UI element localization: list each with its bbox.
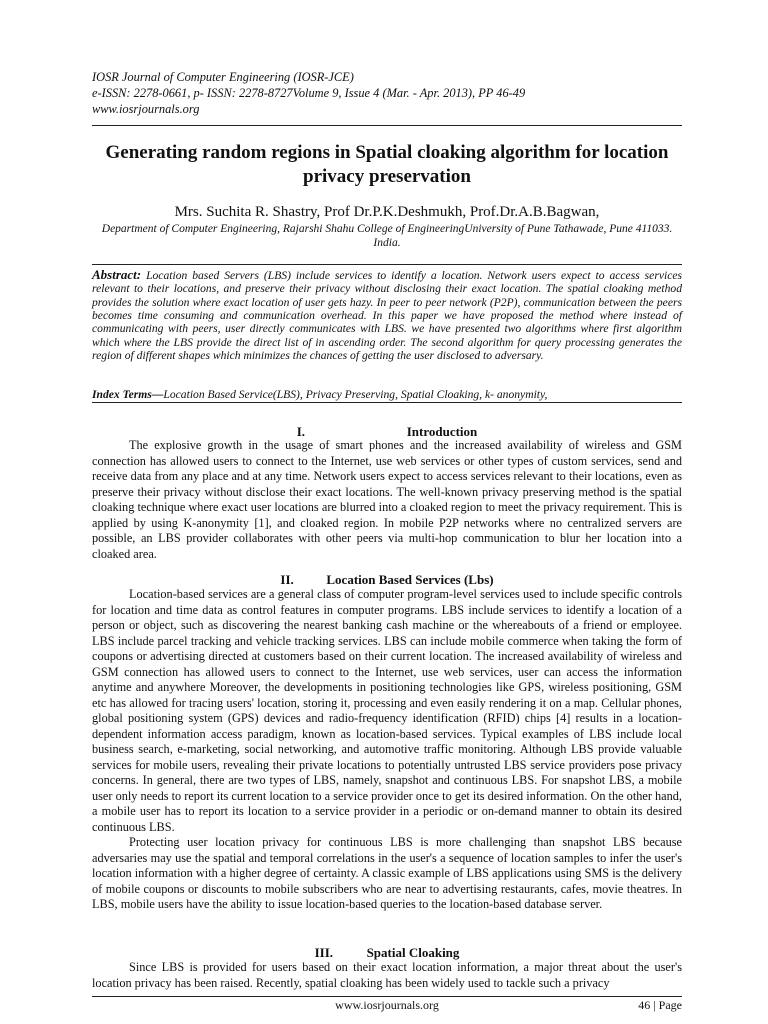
footer-divider [92, 996, 682, 997]
paragraph: The explosive growth in the usage of smart phones and the increased availability of wireless and GSM connection has allowed users to connect to the Internet, use web services or other types of custom services, send and receive data from any place and at any time. Network users expect to access services relevant to their locations, even as preserve their privacy without disclose their exact locations. The well-known privacy preserving method is the spatial cloaking technique where exact user locations are blurred into a cloaked region to meet the privacy requirement. This is applied by using K-anonymity [1], and cloaked region. In mobile P2P networks where no centralized servers are possible, an LBS provider collaborates with other peers via multi-hop communication to blur her location into a cloaked area. [92, 438, 682, 561]
section-title: Spatial Cloaking [366, 945, 460, 960]
section-body-introduction [92, 438, 682, 562]
journal-issn-volume: e-ISSN: 2278-0661, p- ISSN: 2278-8727Volume 9, Issue 4 (Mar. - Apr. 2013), PP 46-49 [92, 86, 526, 100]
abstract-label: Abstract: [92, 267, 142, 282]
journal-name: IOSR Journal of Computer Engineering (IOSR-JCE) [92, 70, 354, 84]
abstract [92, 268, 682, 362]
journal-url: www.iosrjournals.org [92, 102, 200, 116]
index-terms [92, 388, 682, 402]
header-divider [92, 125, 682, 126]
section-number: III. [314, 945, 334, 960]
abstract-divider-top [92, 264, 682, 265]
index-terms-label: Index Terms— [92, 388, 164, 401]
section-heading-spatial-cloaking [92, 945, 682, 961]
journal-header [92, 69, 682, 117]
paper-authors: Mrs. Suchita R. Shastry, Prof Dr.P.K.Deshmukh, Prof.Dr.A.B.Bagwan, [174, 204, 600, 220]
section-body-lbs [92, 587, 682, 913]
index-terms-text: Location Based Service(LBS), Privacy Preserving, Spatial Cloaking, k- anonymity, [163, 388, 548, 401]
section-body-spatial-cloaking [92, 960, 682, 991]
section-number: I. [296, 424, 306, 439]
section-title: Location Based Services (Lbs) [326, 572, 494, 587]
abstract-text: Location based Servers (LBS) include services to identify a location. Network users expect to access services relevant to their locations, and preserve their privacy without disclosing their exact location. The spatial cloaking method provides the solution where exact location of user gets hazy. In peer to peer network (P2P), communication between the peers becomes time consuming and communication overhead. In this paper we have proposed the method where instead of communicating with peers, user directly communicates with LBS. we have presented two algorithms where first algorithm which where the LBS provide the direct list of in ascending order. The second algorithm for query processing generates the region of different shapes which minimizes the chances of getting the user disclosed to adversary. [92, 269, 682, 363]
section-title: Introduction [406, 424, 478, 439]
paragraph: Protecting user location privacy for continuous LBS is more challenging than snapshot LBS because adversaries may use the spatial and temporal correlations in the user's a sequence of location samples to infer the user's location information with a higher degree of certainty. A classic example of LBS applications using SMS is the delivery of mobile coupons or discounts to mobile subscribers who are near to advertising restaurants, cafes, movie theatres. In LBS, mobile users have the ability to issue location-based queries to the location-based database server. [92, 835, 682, 911]
paragraph: Location-based services are a general class of computer program-level services used to include specific controls for location and time data as control features in computer programs. LBS include services to identify a location of a person or object, such as discovering the nearest banking cash machine or the whereabouts of a friend or employee. LBS include parcel tracking and vehicle tracking services. LBS can include mobile commerce when taking the form of coupons or advertising directed at customers based on their current location. The increased availability of wireless and GSM connection has allowed users to connect to the Internet, use web services, user can access the information anytime and anywhere Moreover, the developments in positioning technologies like GPS, wireless positioning, GSM etc has allowed for tracing users' location, storing it, processing and even easily rendering it on a map. Cellular phones, global positioning system (GPS) devices and radio-frequency identification (RFID) chips [4] results in a location- dependent information access paradigm, known as location-based services. Typical examples of LBS include local business search, e-marketing, social networking, and automotive traffic monitoring. Although LBS provide valuable services for mobile users, revealing their private locations to potentially untrusted LBS service providers pose privacy concerns. In general, there are two types of LBS, namely, snapshot and continuous LBS. For snapshot LBS, a mobile user only needs to report its current location to a service provider once to get its desired information. On the other hand, a mobile user has to report its location to a service provider in a periodic or on-demand manner to obtain its desired continuous LBS. [92, 587, 682, 834]
author-affiliation: Department of Computer Engineering, Rajarshi Shahu College of EngineeringUniversity of Pune Tathawade, Pune 411033. India. [101, 223, 673, 249]
paragraph: Since LBS is provided for users based on their exact location information, a major threat about the user's location privacy has been raised. Recently, spatial cloaking has been widely used to tackle such a privacy [92, 960, 682, 990]
section-number: II. [280, 572, 294, 587]
page-number: 46 | Page [638, 998, 682, 1012]
abstract-divider-bottom [92, 402, 682, 403]
footer-url: www.iosrjournals.org [335, 998, 439, 1012]
paper-title: Generating random regions in Spatial cloaking algorithm for location privacy preservation [105, 142, 669, 187]
section-heading-lbs [92, 572, 682, 588]
